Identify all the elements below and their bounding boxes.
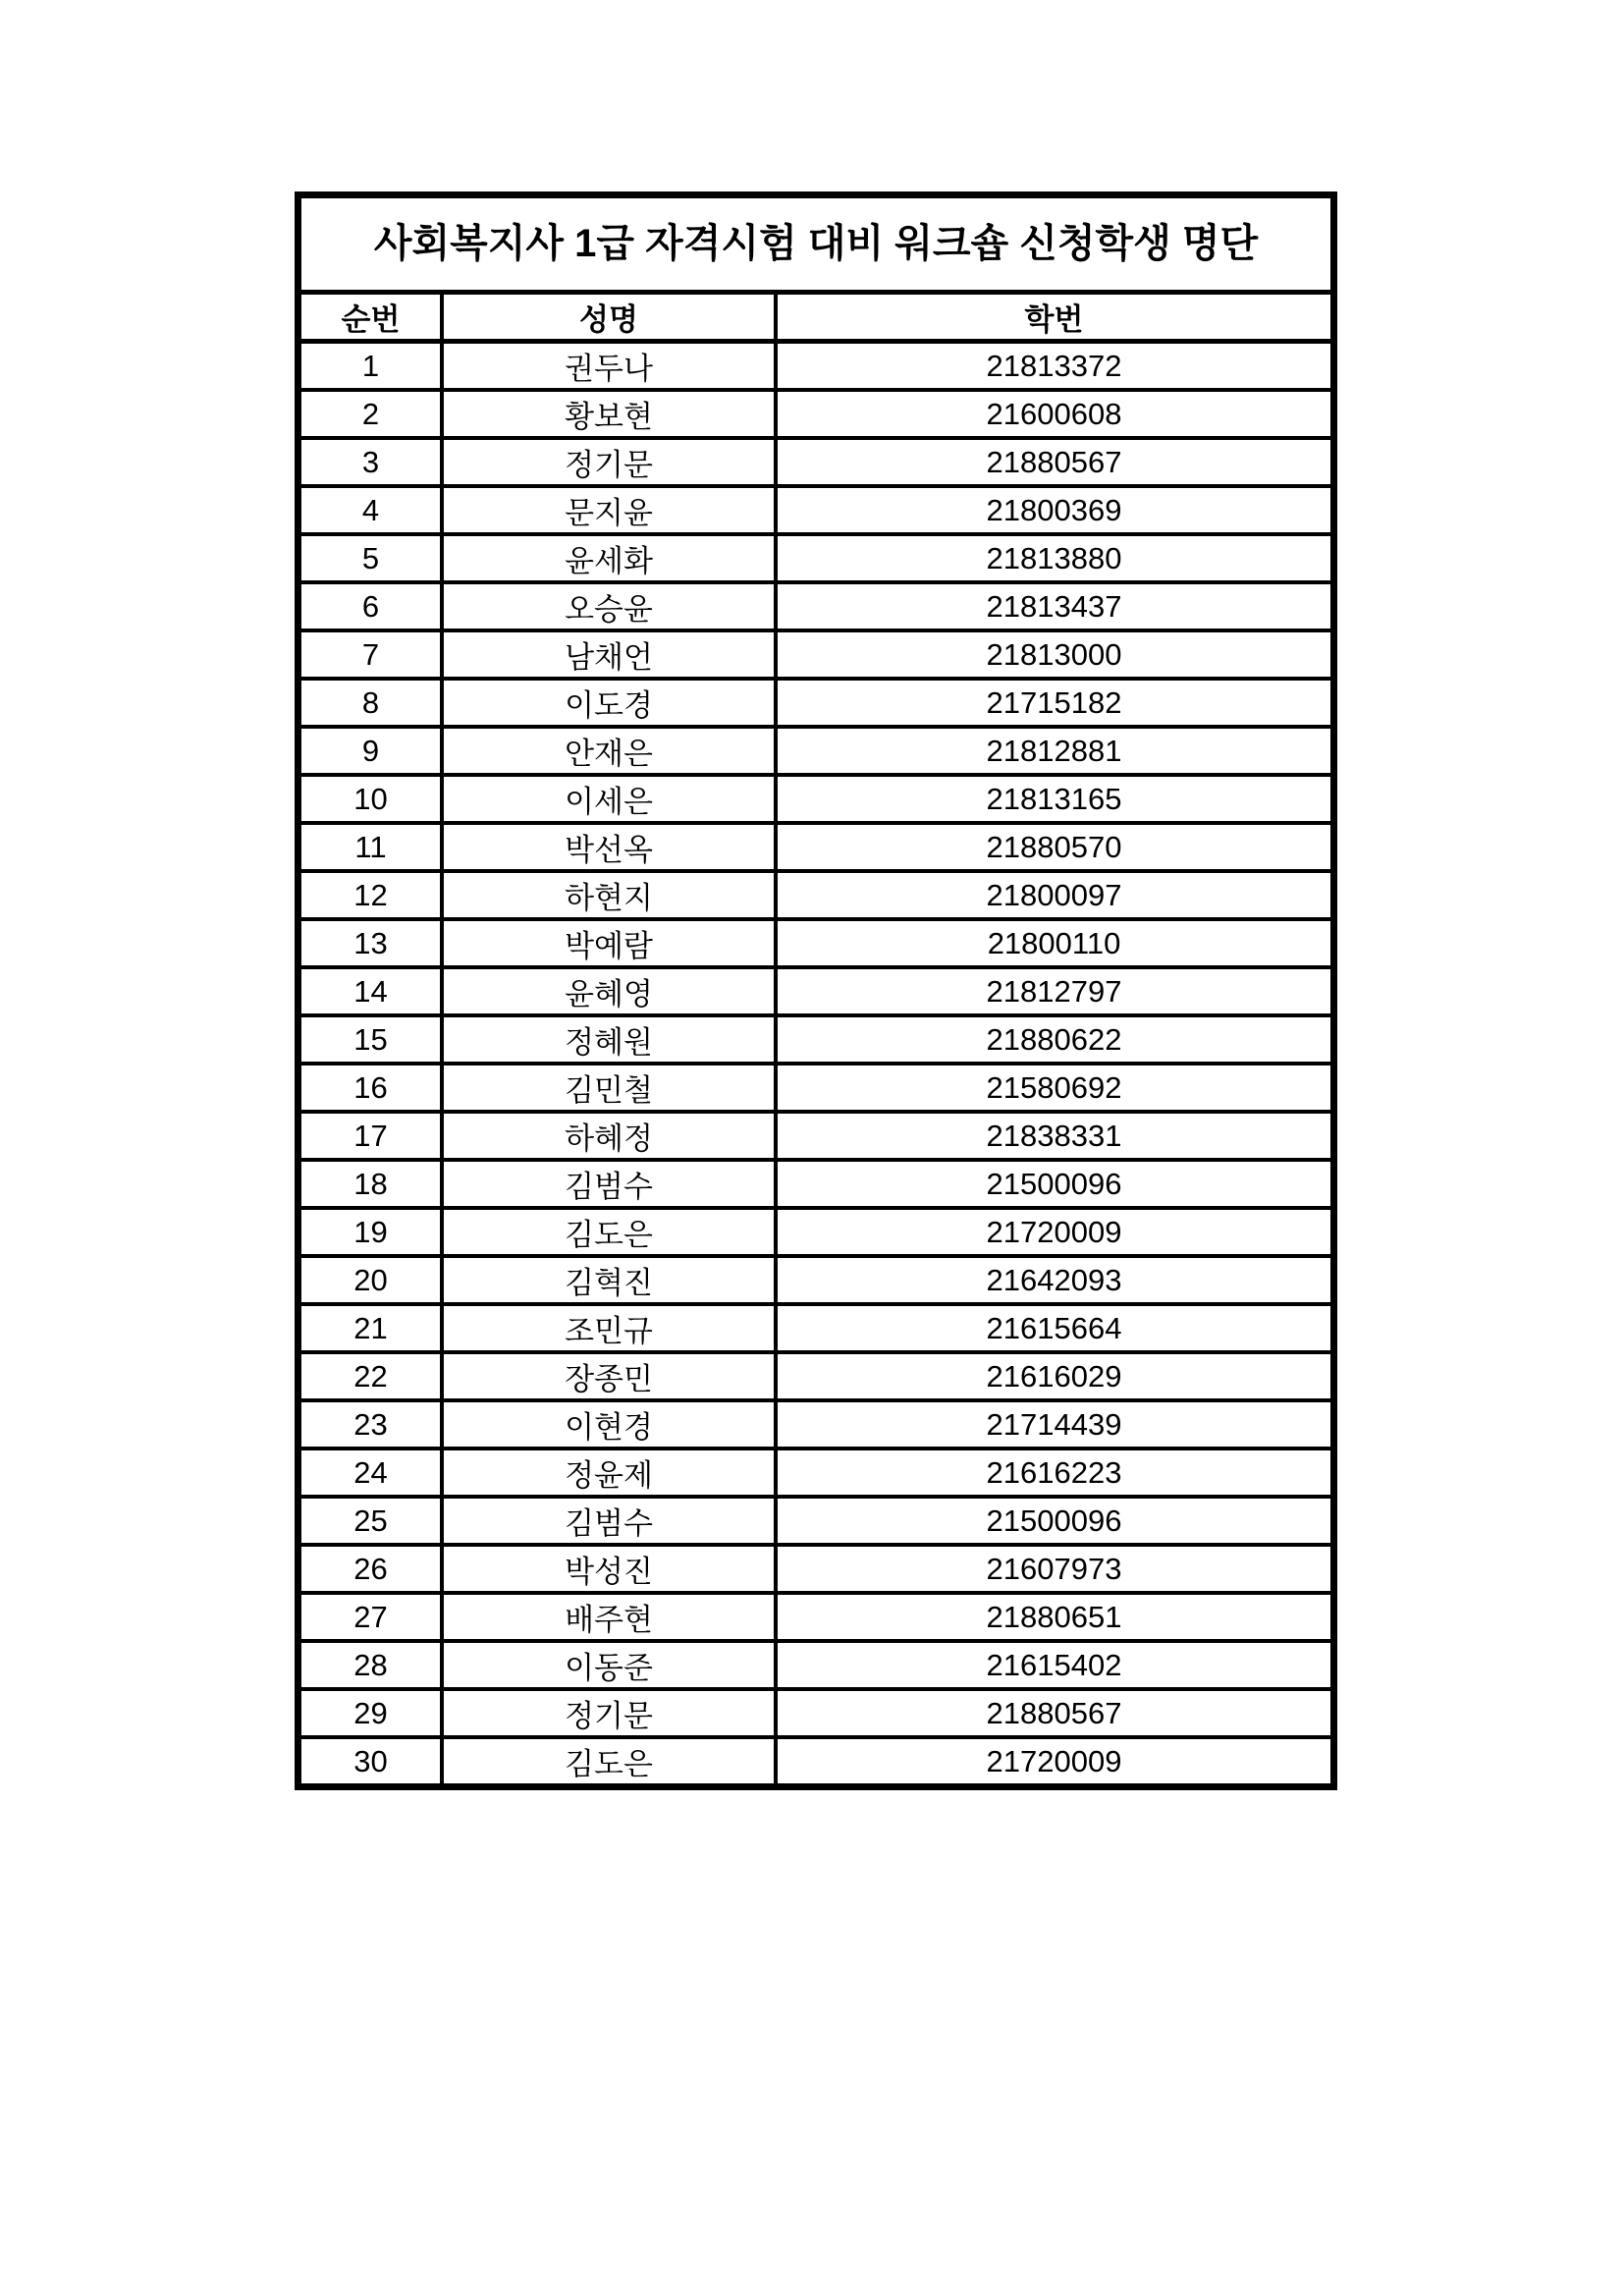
cell-no: 22 [301, 1352, 442, 1400]
cell-student-id: 21607973 [776, 1545, 1330, 1593]
column-header-name: 성명 [442, 295, 776, 342]
table-row [301, 1689, 1330, 1737]
cell-name: 권두나 [442, 342, 776, 391]
cell-student-id: 21642093 [776, 1256, 1330, 1304]
cell-no: 17 [301, 1112, 442, 1160]
table-row [301, 871, 1330, 919]
table-row [301, 1015, 1330, 1064]
roster-body [301, 342, 1330, 1784]
cell-no: 15 [301, 1015, 442, 1064]
cell-student-id: 21880622 [776, 1015, 1330, 1064]
cell-name: 황보현 [442, 390, 776, 438]
table-row [301, 1064, 1330, 1112]
cell-no: 9 [301, 727, 442, 775]
header-row [301, 295, 1330, 342]
cell-student-id: 21720009 [776, 1737, 1330, 1783]
cell-no: 7 [301, 630, 442, 679]
cell-student-id: 21800097 [776, 871, 1330, 919]
cell-student-id: 21838331 [776, 1112, 1330, 1160]
column-header-student-id: 학번 [776, 295, 1330, 342]
table-row [301, 967, 1330, 1015]
table-row [301, 1737, 1330, 1783]
table-row [301, 1593, 1330, 1641]
table-row [301, 390, 1330, 438]
cell-name: 윤세화 [442, 534, 776, 582]
cell-no: 18 [301, 1160, 442, 1208]
cell-no: 28 [301, 1641, 442, 1689]
table-row [301, 1112, 1330, 1160]
cell-name: 박선옥 [442, 823, 776, 871]
cell-no: 4 [301, 486, 442, 534]
cell-no: 25 [301, 1497, 442, 1545]
column-header-no: 순번 [301, 295, 442, 342]
table-row [301, 486, 1330, 534]
cell-no: 19 [301, 1208, 442, 1256]
cell-student-id: 21813000 [776, 630, 1330, 679]
table-row [301, 1352, 1330, 1400]
table-row [301, 1256, 1330, 1304]
cell-name: 이현경 [442, 1400, 776, 1449]
cell-name: 안재은 [442, 727, 776, 775]
cell-student-id: 21812881 [776, 727, 1330, 775]
table-row [301, 1497, 1330, 1545]
cell-student-id: 21800110 [776, 919, 1330, 967]
table-row [301, 582, 1330, 630]
table-row [301, 1160, 1330, 1208]
cell-name: 정기문 [442, 1689, 776, 1737]
cell-no: 21 [301, 1304, 442, 1352]
cell-student-id: 21500096 [776, 1160, 1330, 1208]
table-row [301, 823, 1330, 871]
cell-student-id: 21616223 [776, 1449, 1330, 1497]
cell-no: 12 [301, 871, 442, 919]
roster-grid [301, 295, 1330, 1783]
cell-name: 김도은 [442, 1208, 776, 1256]
workshop-roster-table [295, 191, 1337, 1790]
cell-student-id: 21800369 [776, 486, 1330, 534]
table-row [301, 534, 1330, 582]
cell-name: 김혁진 [442, 1256, 776, 1304]
cell-no: 26 [301, 1545, 442, 1593]
cell-name: 장종민 [442, 1352, 776, 1400]
cell-student-id: 21715182 [776, 679, 1330, 727]
cell-student-id: 21880651 [776, 1593, 1330, 1641]
cell-name: 김민철 [442, 1064, 776, 1112]
cell-name: 이도경 [442, 679, 776, 727]
cell-no: 11 [301, 823, 442, 871]
cell-student-id: 21615664 [776, 1304, 1330, 1352]
cell-name: 정기문 [442, 438, 776, 486]
cell-student-id: 21714439 [776, 1400, 1330, 1449]
table-row [301, 1400, 1330, 1449]
table-row [301, 1304, 1330, 1352]
cell-no: 6 [301, 582, 442, 630]
cell-student-id: 21813165 [776, 775, 1330, 823]
cell-name: 윤혜영 [442, 967, 776, 1015]
cell-name: 문지윤 [442, 486, 776, 534]
cell-name: 김범수 [442, 1497, 776, 1545]
cell-student-id: 21580692 [776, 1064, 1330, 1112]
cell-name: 김도은 [442, 1737, 776, 1783]
cell-no: 14 [301, 967, 442, 1015]
cell-no: 29 [301, 1689, 442, 1737]
cell-name: 정윤제 [442, 1449, 776, 1497]
cell-student-id: 21813880 [776, 534, 1330, 582]
table-row [301, 438, 1330, 486]
cell-no: 23 [301, 1400, 442, 1449]
table-row [301, 1545, 1330, 1593]
table-row [301, 1641, 1330, 1689]
cell-name: 박예람 [442, 919, 776, 967]
cell-student-id: 21812797 [776, 967, 1330, 1015]
cell-name: 박성진 [442, 1545, 776, 1593]
cell-student-id: 21880567 [776, 438, 1330, 486]
cell-no: 13 [301, 919, 442, 967]
cell-name: 오승윤 [442, 582, 776, 630]
table-row [301, 919, 1330, 967]
cell-name: 조민규 [442, 1304, 776, 1352]
cell-name: 이세은 [442, 775, 776, 823]
cell-no: 27 [301, 1593, 442, 1641]
cell-student-id: 21880570 [776, 823, 1330, 871]
table-row [301, 630, 1330, 679]
cell-name: 김범수 [442, 1160, 776, 1208]
table-row [301, 727, 1330, 775]
cell-name: 하현지 [442, 871, 776, 919]
table-title: 사회복지사 1급 자격시험 대비 워크숍 신청학생 명단 [301, 198, 1330, 295]
cell-no: 30 [301, 1737, 442, 1783]
table-row [301, 1449, 1330, 1497]
cell-no: 2 [301, 390, 442, 438]
cell-no: 1 [301, 342, 442, 391]
cell-no: 3 [301, 438, 442, 486]
table-row [301, 679, 1330, 727]
cell-no: 5 [301, 534, 442, 582]
cell-name: 남채언 [442, 630, 776, 679]
cell-student-id: 21615402 [776, 1641, 1330, 1689]
cell-student-id: 21813372 [776, 342, 1330, 391]
cell-no: 10 [301, 775, 442, 823]
cell-student-id: 21616029 [776, 1352, 1330, 1400]
cell-student-id: 21500096 [776, 1497, 1330, 1545]
table-row [301, 1208, 1330, 1256]
cell-no: 24 [301, 1449, 442, 1497]
cell-student-id: 21880567 [776, 1689, 1330, 1737]
cell-student-id: 21813437 [776, 582, 1330, 630]
cell-no: 8 [301, 679, 442, 727]
table-row [301, 342, 1330, 391]
cell-no: 16 [301, 1064, 442, 1112]
cell-student-id: 21720009 [776, 1208, 1330, 1256]
cell-name: 정혜원 [442, 1015, 776, 1064]
roster-header [301, 295, 1330, 342]
cell-name: 이동준 [442, 1641, 776, 1689]
cell-name: 하혜정 [442, 1112, 776, 1160]
cell-student-id: 21600608 [776, 390, 1330, 438]
table-row [301, 775, 1330, 823]
cell-name: 배주현 [442, 1593, 776, 1641]
cell-no: 20 [301, 1256, 442, 1304]
